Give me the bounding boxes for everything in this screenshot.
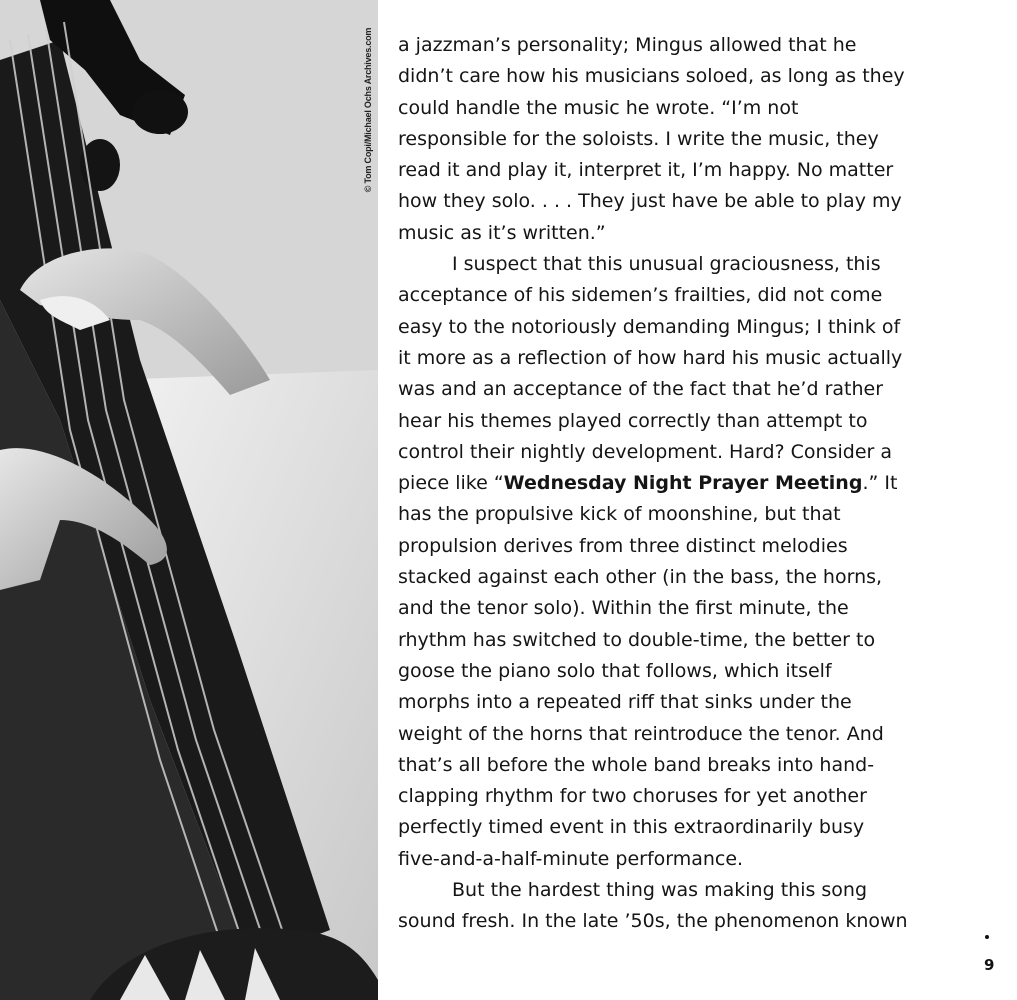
- text-segment: .” It: [862, 472, 898, 495]
- text-line: easy to the notoriously demanding Mingus; I think of: [398, 315, 901, 338]
- text-line: morphs into a repeated riff that sinks under the: [398, 691, 852, 714]
- photo-credit: © Tom Copi/Michael Ochs Archives.com: [363, 27, 373, 193]
- text-line: didn’t care how his musicians soloed, as long as they: [398, 65, 905, 88]
- decorative-dot: [985, 935, 989, 939]
- text-line: perfectly timed event in this extraordinarily busy: [398, 816, 865, 839]
- text-line: weight of the horns that reintroduce the tenor. And: [398, 722, 884, 745]
- body-text: [398, 30, 978, 938]
- text-line: and the tenor solo). Within the first minute, the: [398, 597, 849, 620]
- text-line: [398, 468, 978, 499]
- text-line: could handle the music he wrote. “I’m not: [398, 96, 799, 119]
- text-line: music as it’s written.”: [398, 221, 606, 244]
- text-line: clapping rhythm for two choruses for yet another: [398, 785, 867, 808]
- text-line: how they solo. . . . They just have be able to play my: [398, 190, 902, 213]
- text-line: rhythm has switched to double-time, the better to: [398, 628, 876, 651]
- bass-photo: [0, 0, 378, 1000]
- text-line: I suspect that this unusual graciousness, this: [452, 253, 881, 276]
- text-line: goose the piano solo that follows, which itself: [398, 659, 832, 682]
- text-line: propulsion derives from three distinct melodies: [398, 534, 848, 557]
- text-line: five-and-a-half-minute performance.: [398, 847, 744, 870]
- text-line: hear his themes played correctly than attempt to: [398, 409, 868, 432]
- text-line: that’s all before the whole band breaks into hand-: [398, 753, 875, 776]
- text-segment: piece like “: [398, 472, 504, 495]
- text-line: acceptance of his sidemen’s frailties, did not come: [398, 284, 883, 307]
- text-line: it more as a reflection of how hard his music actually: [398, 346, 903, 369]
- text-line: But the hardest thing was making this song: [452, 879, 868, 902]
- text-line: sound fresh. In the late ’50s, the phenomenon known: [398, 910, 908, 933]
- text-line: responsible for the soloists. I write the music, they: [398, 127, 879, 150]
- page-number: 9: [984, 956, 995, 974]
- text-line: was and an acceptance of the fact that he’d rather: [398, 378, 884, 401]
- text-line: a jazzman’s personality; Mingus allowed that he: [398, 34, 857, 56]
- song-title: Wednesday Night Prayer Meeting: [503, 472, 863, 495]
- text-line: control their nightly development. Hard? Consider a: [398, 440, 893, 463]
- text-line: read it and play it, interpret it, I’m happy. No matter: [398, 159, 894, 182]
- text-line: stacked against each other (in the bass, the horns,: [398, 566, 883, 589]
- upright-bass-icon: [0, 0, 378, 1000]
- text-line: has the propulsive kick of moonshine, but that: [398, 503, 841, 526]
